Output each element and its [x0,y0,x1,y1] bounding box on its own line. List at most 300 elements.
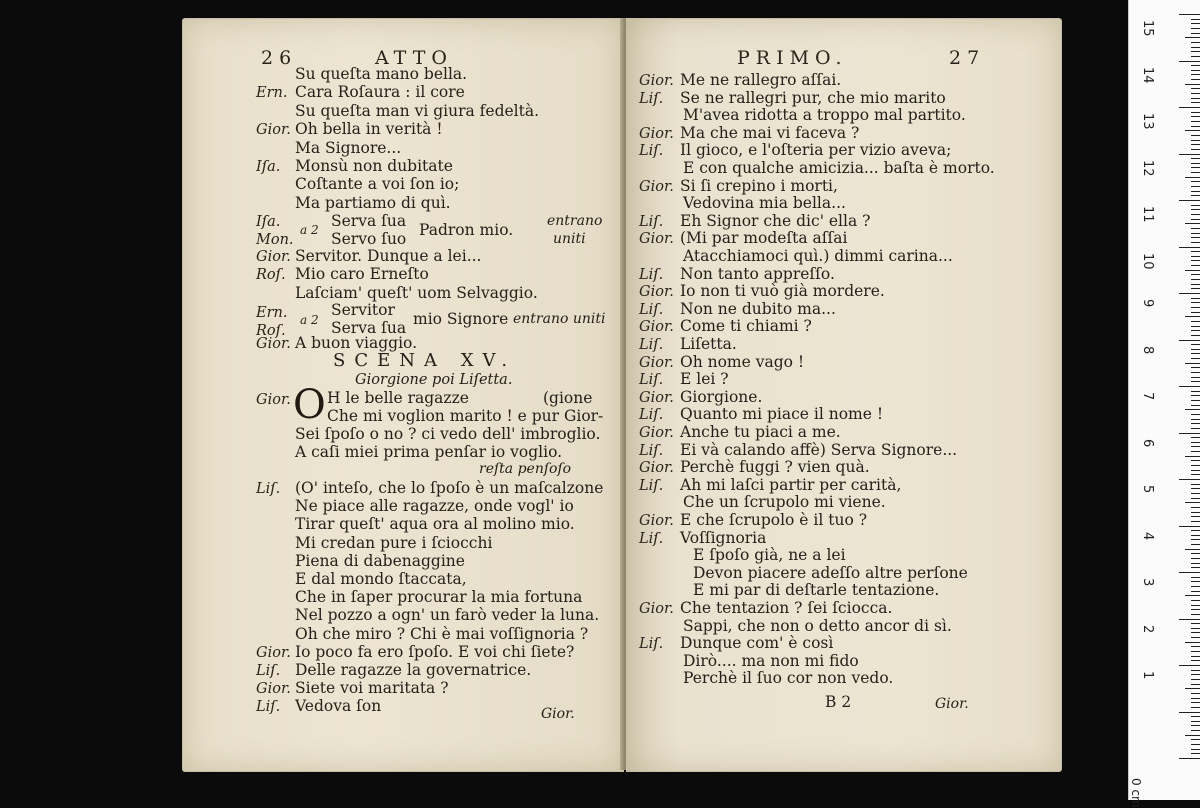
ruler-tick [1191,674,1200,675]
text-line: Sei ſpoſo o no ? ci vedo dell' imbroglio. [295,425,601,443]
ruler-tick [1191,414,1200,415]
text-line: Che un ſcrupolo mi viene. [683,493,886,512]
ruler-tick [1191,298,1200,299]
ruler-number: 9 [1140,299,1155,308]
text-line: Come ti chiami ? [680,317,812,336]
ruler-tick [1179,154,1200,155]
speaker: Gior. [639,125,674,142]
ruler-tick [1191,330,1200,331]
stage-direction: entrano uniti [513,311,606,327]
ruler-tick [1179,200,1200,201]
ruler-tick [1191,126,1200,127]
text-line: Devon piacere adeſſo altre perſone [693,563,968,582]
ruler-unit-label: 0 cm [1129,778,1143,808]
text-line: Il gioco, e l'oſteria per vizio aveva; [680,141,952,160]
text-line: H le belle ragazze [327,389,469,407]
ruler-tick [1191,321,1200,322]
right-running-head: PRIMO. [737,47,848,69]
ruler-tick [1191,335,1200,336]
text-line: E ſpoſo già, ne a lei [693,546,846,565]
ruler-tick [1191,56,1200,57]
ruler-tick [1191,749,1200,750]
text-line: Che in ſaper procurar la mia fortuna [295,588,583,607]
text-line: Perchè fuggi ? vien quà. [680,458,870,477]
ruler-tick [1191,47,1200,48]
ruler-tick [1191,33,1200,34]
ruler-tick [1191,28,1200,29]
ruler-tick [1191,312,1200,313]
ruler-tick [1185,688,1200,689]
ruler-tick [1191,484,1200,485]
text-line: A caſi miei prima penſar io voglio. [295,443,563,461]
ruler-number: 1 [1140,671,1155,680]
ruler-tick [1191,474,1200,475]
ruler-tick [1185,642,1200,643]
ruler-tick [1191,219,1200,220]
ruler-tick [1191,419,1200,420]
text-line: E mi par di deſtarle tentazione. [693,581,940,600]
ruler-tick [1191,256,1200,257]
ruler-number: 14 [1140,66,1155,84]
text-line: Cara Roſaura : il core [295,83,465,102]
ruler-tick [1179,479,1200,480]
text-line: Me ne rallegro aſſai. [680,71,842,89]
speaker: Gior. [639,601,674,617]
ruler-tick [1191,460,1200,461]
ruler-tick [1191,558,1200,559]
ruler-tick [1179,572,1200,573]
catchword: Gior. [541,706,575,722]
ruler-tick [1191,600,1200,601]
ruler-tick [1191,423,1200,424]
text-line: Eh Signor che dic' ella ? [680,211,871,230]
speaker: Gior. [256,681,291,698]
speaker: Liſ. [639,372,664,389]
ruler-tick [1191,400,1200,401]
ruler-tick [1191,172,1200,173]
ruler-tick [1179,665,1200,666]
left-page [182,18,624,772]
ruler-tick [1191,451,1200,452]
ruler-tick [1191,660,1200,661]
scene-subtitle: Giorgione poi Liſetta. [355,372,513,388]
speaker: Gior. [639,354,674,371]
ruler-tick [1185,177,1200,178]
ruler-tick [1191,395,1200,396]
text-line: Io poco fa ero ſpoſo. E voi chi ſiete? [295,642,575,661]
text-line: Delle ragazze la governatrice. [295,661,532,679]
ruler-tick [1191,553,1200,554]
ruler-tick [1191,577,1200,578]
ruler-tick [1191,442,1200,443]
ruler-tick [1191,535,1200,536]
ruler-tick [1191,623,1200,624]
ruler-tick [1191,581,1200,582]
ruler-tick [1191,288,1200,289]
text-line: Che mi voglion marito ! e pur Gior- [327,407,604,425]
text-line: Oh che miro ? Chi è mai voſſignoria ? [295,624,589,643]
ruler-tick [1191,744,1200,745]
speaker: Liſ. [639,636,664,653]
ruler-tick [1179,14,1200,15]
text-line: E dal mondo ſtaccata, [295,570,467,588]
ruler-tick [1179,712,1200,713]
ruler-number: 5 [1140,485,1155,494]
ruler-number: 4 [1140,531,1155,540]
ruler-tick [1185,549,1200,550]
ruler-tick [1191,42,1200,43]
ruler-tick [1191,498,1200,499]
text-line: Ei và calando affè) Serva Signore... [680,440,958,459]
ruler-tick [1185,223,1200,224]
ruler-tick [1191,591,1200,592]
text-line: M'avea ridotta a troppo mal partito. [683,106,966,125]
speaker: Roſ. [256,323,286,339]
text-line: Ne piace alle ragazze, onde vogl' io [295,497,574,516]
ruler-tick [1185,456,1200,457]
text-line: Vedova ſon [295,697,382,716]
text-line: Non tanto appreſſo. [680,264,835,283]
duet-common-line: mio Signore [413,310,509,328]
stage-direction: uniti [553,231,586,247]
ruler-number: 15 [1140,20,1155,37]
ruler-tick [1191,358,1200,359]
ruler-tick [1191,609,1200,610]
ruler-tick [1179,758,1200,759]
text-line: E con qualche amicizia... baſta è morto. [683,159,995,177]
ruler-tick [1191,507,1200,508]
speaker: Gior. [639,178,674,195]
right-page [626,18,1062,772]
ruler-tick [1191,716,1200,717]
ruler-tick [1191,149,1200,150]
ruler-tick [1191,632,1200,633]
ruler-tick [1191,279,1200,280]
ruler-tick [1191,260,1200,261]
ruler-tick [1191,721,1200,722]
speaker: Roſ. [256,267,286,284]
speaker: Liſ. [639,143,664,160]
ruler-tick [1191,391,1200,392]
ruler-tick [1191,251,1200,252]
text-line: Io non ti vuò già mordere. [680,282,885,301]
ruler-tick [1191,102,1200,103]
speaker: Gior. [639,425,674,441]
ruler-tick [1191,446,1200,447]
ruler-tick [1191,349,1200,350]
text-line: Laſciam' queſt' uom Selvaggio. [295,283,538,302]
ruler-tick [1191,512,1200,513]
speaker: Gior. [639,513,674,529]
ruler-tick [1191,214,1200,215]
ruler-number: 6 [1140,438,1155,447]
ruler-tick [1191,88,1200,89]
ruler-tick [1191,233,1200,234]
ruler-tick [1191,284,1200,285]
ruler-tick [1179,526,1200,527]
ruler-tick [1185,595,1200,596]
speaker: Gior. [256,644,291,661]
ruler-tick [1191,470,1200,471]
speaker: Liſ. [639,442,664,459]
text-line: Nel pozzo a ogn' un farò veder la luna. [295,606,600,625]
stage-direction: entrano [547,213,603,229]
ruler-tick [1191,140,1200,141]
ruler-tick [1191,307,1200,308]
text-line: Ma Signore... [295,138,402,157]
ruler-tick [1185,130,1200,131]
speaker: Gior. [256,249,291,265]
ruler-tick [1191,605,1200,606]
ruler-tick [1191,65,1200,66]
speaker: Liſ. [256,663,281,679]
text-line: E che ſcrupolo è il tuo ? [680,511,868,529]
speaker: Liſ. [639,337,664,353]
ruler-tick [1179,386,1200,387]
speaker: Gior. [256,122,291,139]
scene-title: SCENA XV. [333,350,517,371]
ruler-tick [1185,735,1200,736]
text-line: Tirar queſt' aqua ora al molino mio. [295,515,575,534]
speaker: Gior. [639,284,674,301]
ruler-tick [1185,409,1200,410]
text-line: Anche tu piaci a me. [680,423,841,441]
ruler-number: 12 [1140,159,1155,177]
text-line: Mio caro Erneſto [295,265,429,284]
ruler-tick [1191,302,1200,303]
text-line: Voſſignoria [680,528,767,547]
speaker: Liſ. [639,213,664,230]
ruler-tick [1191,702,1200,703]
text-line: Dunque com' è così [680,634,834,653]
text-line: Sappi, che non o detto ancor di sì. [683,616,952,635]
ruler-tick [1191,544,1200,545]
speaker: Liſ. [256,481,281,497]
speaker: Liſ. [256,699,281,716]
ruler-tick [1191,567,1200,568]
ruler-tick [1185,37,1200,38]
text-line: A buon viaggio. [295,334,418,352]
a2-marker: a 2 [300,313,319,327]
speaker: Gior. [639,231,674,248]
drop-cap: O [293,382,326,428]
speaker: Liſ. [639,530,664,547]
ruler-tick [1191,539,1200,540]
ruler-tick [1191,684,1200,685]
ruler-tick [1191,167,1200,168]
ruler-tick [1191,465,1200,466]
ruler-tick [1191,530,1200,531]
ruler-tick [1179,619,1200,620]
ruler-tick [1191,614,1200,615]
left-page-number: 26 [261,47,298,69]
ruler-tick [1191,739,1200,740]
ruler-tick [1191,656,1200,657]
ruler-number: 3 [1140,578,1155,587]
duet-line: Serva ſua [331,212,407,230]
ruler-tick [1185,363,1200,364]
ruler-number: 13 [1140,113,1155,130]
right-page-number: 27 [949,47,986,69]
ruler-tick [1191,693,1200,694]
duet-common-line: Padron mio. [419,221,514,239]
ruler-tick [1191,428,1200,429]
text-line: Vedovina mia bella... [683,194,846,213]
text-line: Siete voi maritata ? [295,679,449,698]
ruler-tick [1191,237,1200,238]
ruler-tick [1179,247,1200,248]
speaker: Gior. [639,73,674,89]
text-line: Monsù non dubitate [295,157,453,175]
ruler-tick [1191,228,1200,229]
text-line: Oh bella in verità ! [295,120,443,139]
speaker: Liſ. [639,266,664,283]
speaker: Gior. [639,319,674,336]
ruler-tick [1179,340,1200,341]
ruler-tick [1191,70,1200,71]
ruler-tick [1191,353,1200,354]
ruler-tick [1191,586,1200,587]
measurement-ruler [1128,0,1200,808]
text-line: Ma che mai vi faceva ? [680,123,860,142]
ruler-tick [1191,372,1200,373]
ruler-tick [1191,163,1200,164]
ruler-tick [1191,74,1200,75]
ruler-tick [1191,516,1200,517]
speaker: Liſ. [639,477,664,494]
ruler-tick [1185,502,1200,503]
ruler-tick [1191,753,1200,754]
ruler-tick [1179,107,1200,108]
text-line: (O' inteſo, che lo ſpoſo è un maſcalzone [295,479,604,497]
ruler-tick [1185,84,1200,85]
ruler-tick [1191,51,1200,52]
speaker: Ern. [256,85,288,102]
ruler-number: 2 [1140,624,1155,633]
ruler-tick [1191,367,1200,368]
ruler-tick [1191,242,1200,243]
text-line: Giorgione. [680,387,763,406]
catchword: Gior. [935,696,969,712]
ruler-tick [1191,144,1200,145]
left-running-head: ATTO [375,47,453,69]
text-line: Se ne rallegri pur, che mio marito [680,88,946,107]
ruler-tick [1191,19,1200,20]
signature-mark: B 2 [825,693,852,711]
text-line: Si ſi crepino i morti, [680,176,838,195]
text-line: Servitor. Dunque a lei... [295,247,482,265]
speaker: Gior. [639,460,674,477]
ruler-tick [1191,488,1200,489]
speaker: Ern. [256,305,288,321]
ruler-tick [1191,79,1200,80]
ruler-tick [1191,405,1200,406]
ruler-tick [1191,209,1200,210]
ruler-tick [1191,437,1200,438]
text-line: Quanto mi piace il nome ! [680,405,884,424]
ruler-tick [1191,112,1200,113]
ruler-number: 8 [1140,345,1155,354]
ruler-tick [1191,707,1200,708]
duet-line: Serva ſua [331,319,407,337]
text-line: (Mi par modeſta aſſai [680,229,848,248]
ruler-tick [1185,270,1200,271]
text-line: Su queſta mano bella. [295,65,468,83]
ruler-tick [1191,135,1200,136]
text-line: Mi credan pure i ſciocchi [295,533,493,552]
ruler-tick [1191,186,1200,187]
text-line: Piena di dabenaggine [295,551,465,570]
ruler-tick [1191,377,1200,378]
text-line: Non ne dubito ma... [680,299,836,318]
text-line: Che tentazion ? ſei ſciocca. [680,599,893,617]
ruler-tick [1191,521,1200,522]
ruler-tick [1191,98,1200,99]
ruler-tick [1191,205,1200,206]
ruler-tick [1191,274,1200,275]
ruler-tick [1191,651,1200,652]
ruler-tick [1191,628,1200,629]
open-book [176,18,1066,780]
speaker: Liſ. [639,90,664,107]
text-line: Perchè il ſuo cor non vedo. [683,669,894,688]
ruler-tick [1191,121,1200,122]
text-line: E lei ? [680,370,729,389]
ruler-tick [1191,93,1200,94]
ruler-tick [1191,381,1200,382]
duet-line: Servitor [331,301,395,319]
ruler-tick [1191,679,1200,680]
ruler-tick [1191,191,1200,192]
ruler-tick [1191,698,1200,699]
speaker: Iſa. [256,214,281,230]
ruler-tick [1191,646,1200,647]
ruler-tick [1179,293,1200,294]
ruler-tick [1191,181,1200,182]
a2-marker: a 2 [300,223,319,237]
ruler-tick [1185,316,1200,317]
text-line: Su queſta man vi giura fedeltà. [295,101,540,120]
ruler-tick [1191,116,1200,117]
speaker: Mon. [256,232,294,248]
ruler-tick [1191,493,1200,494]
text-line: Dirò.... ma non mi fido [683,651,859,670]
ruler-tick [1191,344,1200,345]
ruler-tick [1191,670,1200,671]
text-line: Coſtante a voi ſon io; [295,175,460,194]
ruler-tick [1191,23,1200,24]
text-line: Atacchiamoci quì.) dimmi carina... [683,247,953,265]
speaker: Gior. [256,392,291,408]
stage-direction: reſta penſoſo [479,461,572,477]
ruler-number: 7 [1140,392,1155,401]
text-line: Oh nome vago ! [680,352,805,371]
ruler-tick [1191,563,1200,564]
text-line: (gione [543,389,593,407]
ruler-tick [1191,637,1200,638]
speaker: Liſ. [639,301,664,318]
ruler-tick [1179,433,1200,434]
speaker: Iſa. [256,159,281,175]
ruler-tick [1191,195,1200,196]
ruler-tick [1191,326,1200,327]
ruler-tick [1191,725,1200,726]
text-line: Liſetta. [680,335,737,353]
ruler-tick [1191,265,1200,266]
ruler-number: 10 [1140,252,1155,270]
ruler-tick [1179,61,1200,62]
speaker: Liſ. [639,407,664,424]
